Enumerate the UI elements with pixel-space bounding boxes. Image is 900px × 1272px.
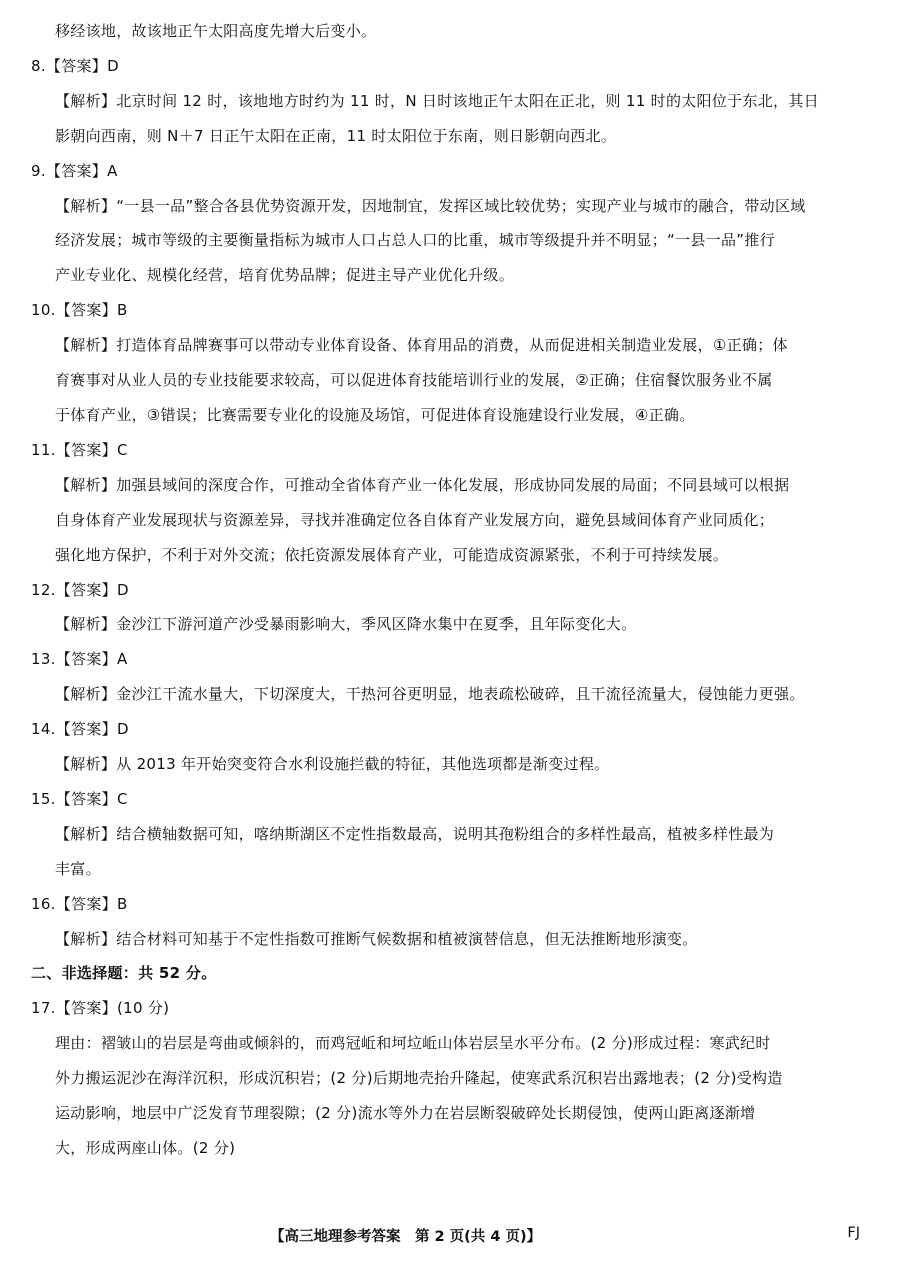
text-line: 16.【答案】B (31, 894, 128, 913)
text-line: 产业专业化、规模化经营，培育优势品牌；促进主导产业优化升级。 (55, 266, 515, 285)
answer-text-body (31, 14, 863, 1166)
text-line: 经济发展；城市等级的主要衡量指标为城市人口占总人口的比重，城市等级提升并不明显；“一县一品”推行 (55, 231, 775, 250)
text-line: 11.【答案】C (31, 440, 128, 459)
text-line: 【解析】从 2013 年开始突变符合水利设施拦截的特征，其他选项都是渐变过程。 (55, 755, 610, 774)
text-line: 15.【答案】C (31, 789, 128, 808)
text-line: 育赛事对从业人员的专业技能要求较高，可以促进体育技能培训行业的发展，②正确；住宿餐饮服务业不属 (55, 371, 773, 390)
text-line: 12.【答案】D (31, 580, 129, 599)
text-line: 14.【答案】D (31, 720, 129, 739)
footer-code: FJ (847, 1225, 860, 1241)
text-line: 强化地方保护，不利于对外交流；依托资源发展体育产业，可能造成资源紧张，不利于可持续发展。 (55, 545, 729, 564)
text-line: 大，形成两座山体。(2 分) (55, 1139, 236, 1157)
text-line: 运动影响，地层中广泛发育节理裂隙；(2 分)流水等外力在岩层断裂破碎处长期侵蚀，使两山距离逐渐增 (55, 1104, 756, 1123)
text-line: 【解析】结合材料可知基于不定性指数可推断气候数据和植被演替信息，但无法推断地形演变。 (55, 929, 698, 948)
text-line: 【解析】“一县一品”整合各县优势资源开发，因地制宜，发挥区域比较优势；实现产业与城市的融合，带动区域 (55, 196, 806, 215)
text-line: 移经该地，故该地正午太阳高度先增大后变小。 (55, 22, 377, 40)
text-line: 17.【答案】(10 分) (31, 999, 170, 1018)
text-line: 【解析】金沙江干流水量大，下切深度大，干热河谷更明显，地表疏松破碎，且干流径流量大，侵蚀能力更强。 (55, 685, 805, 704)
text-line: 【解析】北京时间 12 时，该地地方时约为 11 时，N 日时该地正午太阳在正北，则 11 时的太阳位于东北，其日 (55, 91, 819, 110)
text-line: 于体育产业，③错误；比赛需要专业化的设施及场馆，可促进体育设施建设行业发展，④正确。 (55, 405, 695, 424)
text-line: 丰富。 (55, 859, 101, 878)
page-footer (0, 1225, 900, 1255)
text-line: 13.【答案】A (31, 650, 128, 669)
text-line: 自身体育产业发展现状与资源差异，寻找并准确定位各自体育产业发展方向，避免县域间体育产业同质化； (55, 510, 775, 529)
text-line: 影朝向西南，则 N＋7 日正午太阳在正南，11 时太阳位于东南，则日影朝向西北。 (55, 126, 617, 145)
text-line: 【解析】金沙江下游河道产沙受暴雨影响大，季风区降水集中在夏季，且年际变化大。 (55, 615, 637, 634)
text-line: 【解析】打造体育品牌赛事可以带动专业体育设备、体育用品的消费，从而促进相关制造业发展，①正确；体 (55, 336, 788, 355)
footer-title: 【高三地理参考答案 第 2 页(共 4 页)】 (270, 1229, 542, 1245)
text-line: 10.【答案】B (31, 301, 128, 320)
text-line: 8.【答案】D (31, 56, 119, 75)
text-line: 外力搬运泥沙在海洋沉积，形成沉积岩；(2 分)后期地壳抬升隆起，使寒武系沉积岩出露地表；(2 分)受构造 (55, 1069, 783, 1088)
text-line: 理由：褶皱山的岩层是弯曲或倾斜的，而鸡冠岴和坷垃岴山体岩层呈水平分布。(2 分)形成过程：寒武纪时 (55, 1034, 771, 1053)
text-line: 【解析】结合横轴数据可知，喀纳斯湖区不定性指数最高，说明其孢粉组合的多样性最高，植被多样性最为 (55, 824, 775, 843)
text-line: 二、非选择题：共 52 分。 (31, 964, 217, 983)
text-line: 【解析】加强县域间的深度合作，可推动全省体育产业一体化发展，形成协同发展的局面；不同县域可以根据 (55, 475, 790, 494)
text-line: 9.【答案】A (31, 161, 118, 180)
